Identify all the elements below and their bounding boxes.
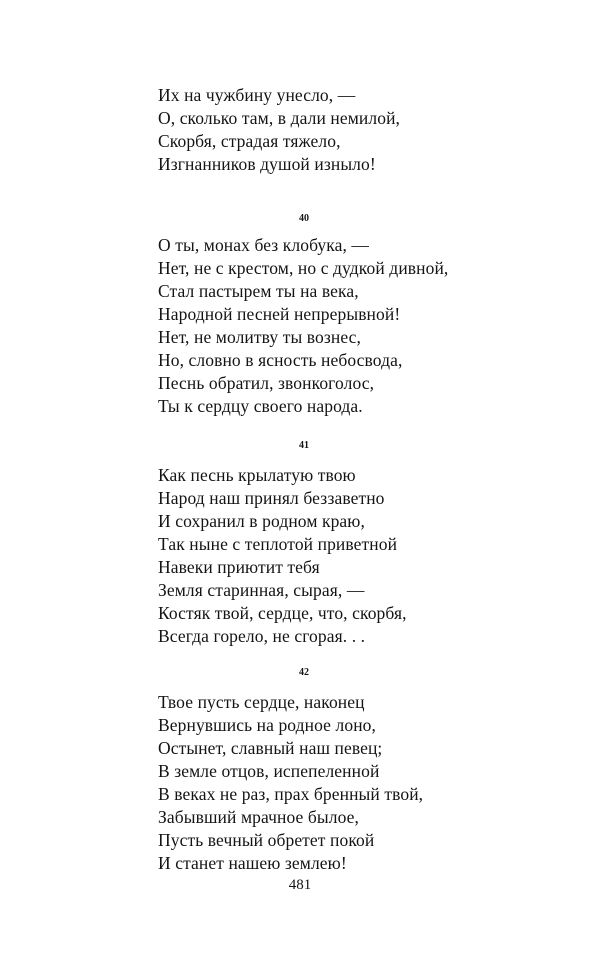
verse-line: Так ныне с теплотой приветной [158, 534, 398, 554]
verse-line: Нет, не с крестом, но с дудкой дивной, [158, 258, 449, 278]
verse-line: Их на чужбину унесло, — [158, 85, 356, 105]
verse-line: О, сколько там, в дали немилой, [158, 108, 401, 128]
verse-line: В веках не раз, прах бренный твой, [158, 784, 424, 804]
verse-line: Костяк твой, сердце, что, скорбя, [158, 603, 407, 623]
verse-line: Но, словно в ясность небосвода, [158, 350, 403, 370]
stanza-number-40: 40 [299, 213, 309, 224]
verse-line: И станет нашею землею! [158, 853, 347, 873]
verse-line: Земля старинная, сырая, — [158, 580, 365, 600]
verse-line: И сохранил в родном краю, [158, 511, 365, 531]
stanza-40 [158, 234, 448, 418]
verse-line: Пусть вечный обретет покой [158, 830, 375, 850]
stanza-39 [158, 84, 400, 176]
verse-line: Остынет, славный наш певец; [158, 738, 383, 758]
verse-line: Забывший мрачное былое, [158, 807, 360, 827]
verse-line: Изгнанников душой изныло! [158, 154, 376, 174]
stanza-number-41: 41 [299, 440, 309, 451]
verse-line: Навеки приютит тебя [158, 557, 320, 577]
stanza-42 [158, 691, 423, 875]
stanza-number-42: 42 [299, 667, 309, 678]
verse-line: Скорбя, страдая тяжело, [158, 131, 341, 151]
verse-line: О ты, монах без клобука, — [158, 235, 370, 255]
verse-line: Вернувшись на родное лоно, [158, 715, 376, 735]
stanza-41 [158, 464, 407, 648]
verse-line: Как песнь крылатую твою [158, 465, 356, 485]
verse-line: Песнь обратил, звонкоголос, [158, 373, 375, 393]
verse-line: Народной песней непрерывной! [158, 304, 401, 324]
verse-line: Всегда горело, не сгорая. . . [158, 626, 366, 646]
verse-line: Ты к сердцу своего народа. [158, 396, 363, 416]
verse-line: Нет, не молитву ты вознес, [158, 327, 362, 347]
verse-line: Стал пастырем ты на века, [158, 281, 359, 301]
page-number: 481 [288, 877, 312, 893]
verse-line: Народ наш принял беззаветно [158, 488, 385, 508]
verse-line: Твое пусть сердце, наконец [158, 692, 365, 712]
verse-line: В земле отцов, испепеленной [158, 761, 380, 781]
